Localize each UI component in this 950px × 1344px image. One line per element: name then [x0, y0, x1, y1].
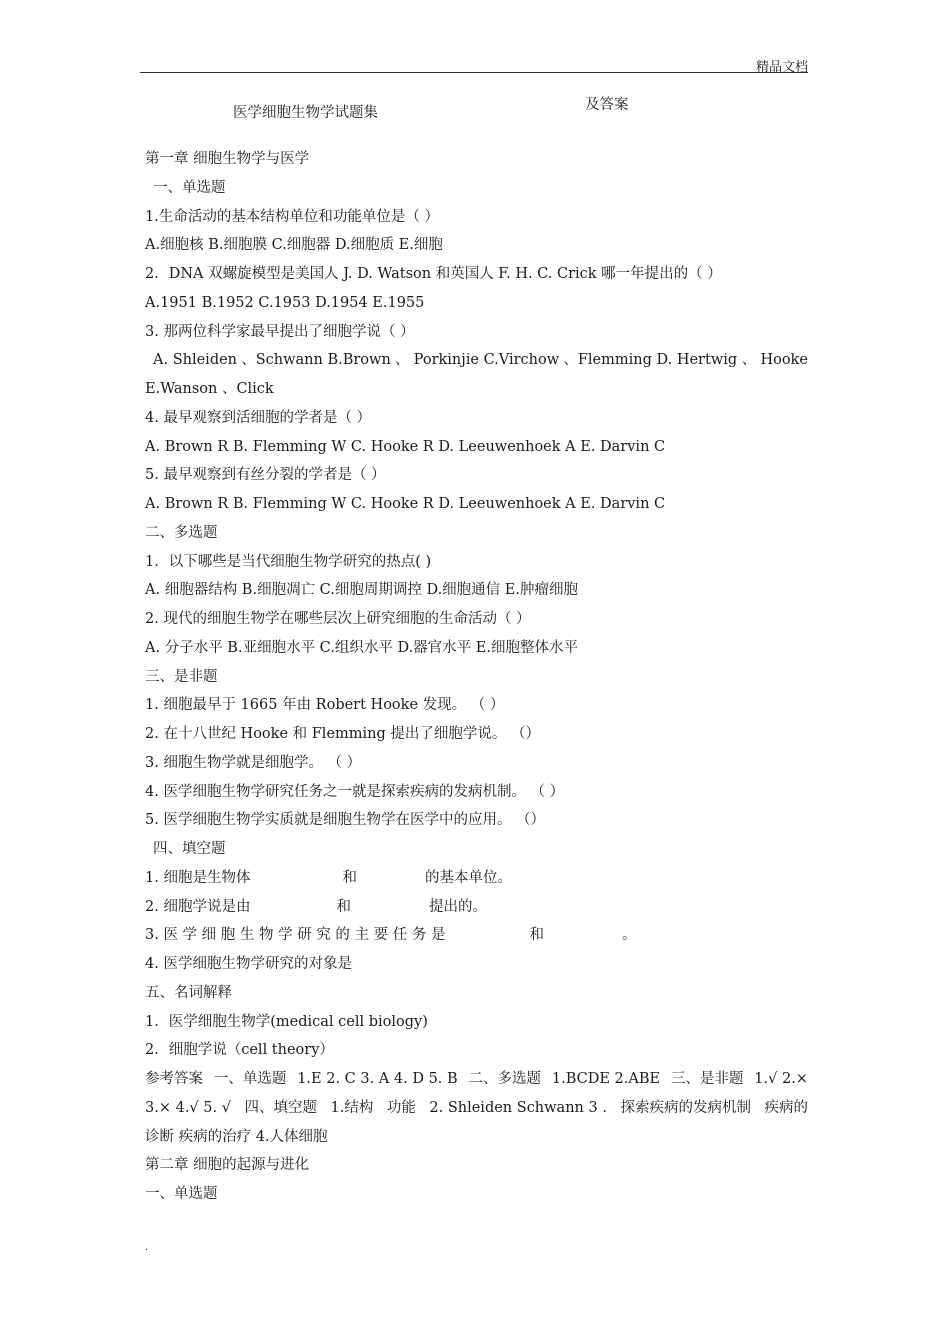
true-false-item: 4. 医学细胞生物学研究任务之一就是探索疾病的发病机制。 （ ） — [145, 783, 565, 800]
question-options: A. Brown R B. Flemming W C. Hooke R D. Leeuwenhoek A E. Darvin C — [145, 496, 666, 512]
fill-blank-item — [145, 893, 808, 922]
question-options: A.细胞核 B.细胞膜 C.细胞器 D.细胞质 E.细胞 — [145, 237, 443, 254]
fill-blank-item: 4. 医学细胞生物学研究的对象是 — [145, 956, 352, 972]
option-part: 、 — [394, 352, 410, 369]
answer-part: 1.E 2. C 3. A 4. D 5. B — [297, 1071, 458, 1087]
question-options: A.1951 B.1952 C.1953 D.1954 E.1955 — [145, 294, 425, 311]
document-title: 医学细胞生物学试题集 — [233, 105, 378, 121]
fill-text: 1. 细胞是生物体 — [145, 869, 251, 886]
true-false-item: 2. 在十八世纪 Hooke 和 Flemming 提出了细胞学说。 （） — [145, 726, 540, 742]
answer-part: 3.× 4.√ 5. √ — [145, 1099, 231, 1116]
question: 1．以下哪些是当代细胞生物学研究的热点( ) — [145, 553, 432, 570]
fill-text: 和 — [336, 898, 351, 915]
answer-part: 1.结构 — [330, 1099, 374, 1116]
term-item: 1．医学细胞生物学(medical cell biology) — [145, 1013, 428, 1030]
question: 1.生命活动的基本结构单位和功能单位是（ ） — [145, 208, 439, 225]
header-rule — [140, 72, 808, 73]
section-heading: 四、填空题 — [153, 841, 226, 857]
answer-key-line: 诊断 疾病的治疗 4.人体细胞 — [145, 1128, 328, 1145]
document-body — [145, 145, 808, 1209]
section-heading: 三、是非题 — [145, 668, 218, 685]
fill-text: 3. 医 学 细 胞 生 物 学 研 究 的 主 要 任 务 是 — [145, 927, 446, 944]
question-options: E.Wanson 、Click — [145, 381, 274, 397]
question: 3. 那两位科学家最早提出了细胞学说（ ） — [145, 323, 415, 340]
question: 4. 最早观察到活细胞的学者是（ ） — [145, 409, 372, 426]
answer-part: 二、多选题 — [468, 1071, 542, 1087]
section-heading: 二、多选题 — [145, 524, 218, 541]
fill-text: 和 — [342, 869, 357, 886]
answer-key-line — [145, 1094, 808, 1123]
option-part: 、Flemming D. Hertwig 、 — [563, 352, 757, 369]
answer-part: 探索疾病的发病机制 — [620, 1099, 751, 1116]
section-heading: 一、单选题 — [153, 179, 226, 196]
true-false-item: 1. 细胞最早于 1665 年由 Robert Hooke 发现。 （ ） — [145, 697, 505, 714]
option-part: Porkinjie C.Virchow — [413, 352, 560, 369]
answer-part: 功能 — [386, 1099, 416, 1116]
question: 2．DNA 双螺旋模型是美国人 J. D. Watson 和英国人 F. H. C. Crick 哪一年提出的（ ） — [145, 266, 722, 282]
fill-text: 和 — [529, 927, 544, 944]
answer-part: 疾病的 — [764, 1099, 808, 1116]
answer-part: 一、单选题 — [213, 1071, 287, 1087]
answer-key-line — [145, 1065, 808, 1094]
answer-part: 2. Shleiden Schwann 3 . — [429, 1099, 607, 1116]
question: 5. 最早观察到有丝分裂的学者是（ ） — [145, 467, 386, 484]
question-options: A. 细胞器结构 B.细胞凋亡 C.细胞周期调控 D.细胞通信 E.肿瘤细胞 — [145, 582, 578, 599]
question-options — [145, 346, 808, 375]
question: 2. 现代的细胞生物学在哪些层次上研究细胞的生命活动（ ） — [145, 611, 531, 627]
fill-blank-item — [145, 864, 808, 893]
question-options: A. 分子水平 B.亚细胞水平 C.组织水平 D.器官水平 E.细胞整体水平 — [145, 639, 578, 656]
option-part: A. Shleiden — [153, 352, 238, 369]
option-part: 、Schwann B.Brown — [241, 352, 391, 369]
true-false-item: 3. 细胞生物学就是细胞学。 （ ） — [145, 754, 362, 771]
header-label: 精品文档 — [755, 60, 808, 75]
document-title-suffix: 及答案 — [585, 97, 629, 113]
option-part: Hooke — [760, 352, 808, 369]
answer-part: 四、填空题 — [244, 1099, 317, 1116]
answer-part: 三、是非题 — [670, 1071, 744, 1087]
fill-text: 。 — [621, 927, 637, 944]
chapter-heading: 第二章 细胞的起源与进化 — [145, 1157, 310, 1174]
answer-part: 1.√ 2.× — [754, 1071, 808, 1087]
section-heading: 一、单选题 — [145, 1186, 218, 1202]
term-item: 2．细胞学说（cell theory） — [145, 1042, 334, 1059]
fill-text: 的基本单位。 — [424, 869, 512, 886]
question-options: A. Brown R B. Flemming W C. Hooke R D. Leeuwenhoek A E. Darvin C — [145, 438, 666, 455]
fill-blank-item — [145, 921, 808, 950]
answer-part: 参考答案 — [145, 1071, 203, 1087]
section-heading: 五、名词解释 — [145, 984, 232, 1001]
fill-text: 2. 细胞学说是由 — [145, 898, 251, 915]
answer-part: 1.BCDE 2.ABE — [551, 1071, 661, 1087]
fill-text: 提出的。 — [428, 898, 487, 915]
chapter-heading: 第一章 细胞生物学与医学 — [145, 151, 310, 167]
true-false-item: 5. 医学细胞生物学实质就是细胞生物学在医学中的应用。 （） — [145, 812, 546, 829]
footer-dot: . — [145, 1242, 149, 1253]
